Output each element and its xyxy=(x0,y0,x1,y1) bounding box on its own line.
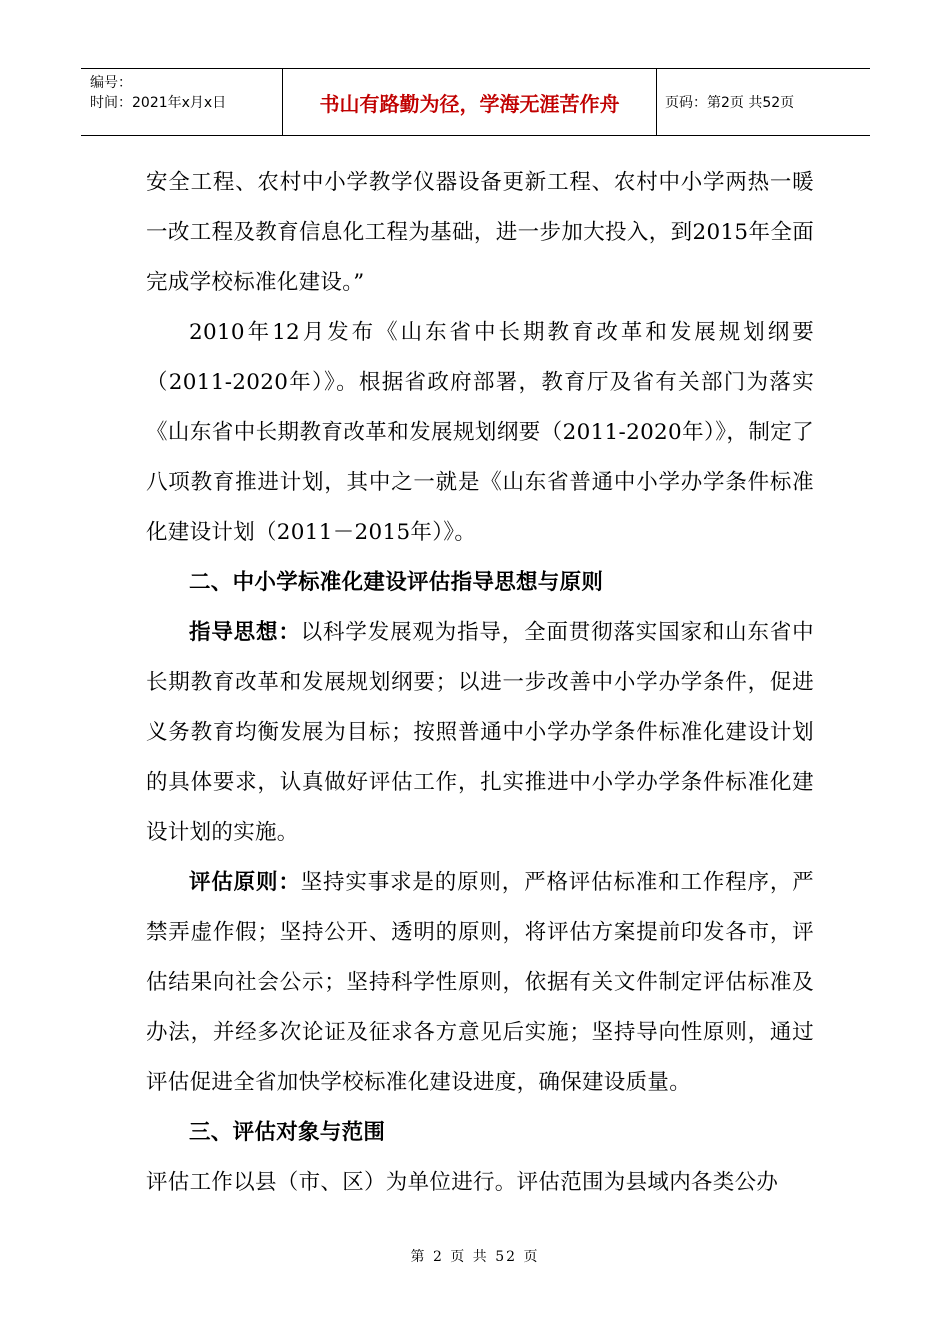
document-body xyxy=(146,158,814,1208)
paragraph-continuation: 安全工程、农村中小学教学仪器设备更新工程、农村中小学两热一暖一改工程及教育信息化工程为基础，进一步加大投入，到2015年全面完成学校标准化建设。” xyxy=(146,170,814,295)
principle-text: 坚持实事求是的原则，严格评估标准和工作程序，严禁弄虚作假；坚持公开、透明的原则，将评估方案提前印发各市，评估结果向社会公示；坚持科学性原则，依据有关文件制定评估标准及办法，并经多次论证及征求各方意见后实施；坚持导向性原则，通过评估促进全省加快学校标准化建设进度，确保建设质量。 xyxy=(146,870,814,1095)
header-motto: 书山有路勤为径，学海无涯苦作舟 xyxy=(283,69,657,135)
paragraph-evaluation-principles xyxy=(146,858,814,1108)
page-footer: 第 2 页 共 52 页 xyxy=(410,1249,540,1265)
principle-label: 评估原则： xyxy=(189,870,301,895)
paragraph-plan: 2010年12月发布《山东省中长期教育改革和发展规划纲要（2011-2020年）》。根据省政府部署，教育厅及省有关部门为落实《山东省中长期教育改革和发展规划纲要（2011-2020年）》，制定了八项教育推进计划，其中之一就是《山东省普通中小学办学条件标准化建设计划（2011－2015年）》。 xyxy=(146,320,814,545)
guide-label: 指导思想： xyxy=(189,620,301,645)
header-meta xyxy=(81,69,283,135)
paragraph-guiding-thought xyxy=(146,608,814,858)
paragraph-scope: 评估工作以县（市、区）为单位进行。评估范围为县域内各类公办 xyxy=(146,1170,779,1195)
section-heading-2: 二、中小学标准化建设评估指导思想与原则 xyxy=(189,570,604,595)
guide-text: 以科学发展观为指导，全面贯彻落实国家和山东省中长期教育改革和发展规划纲要；以进一步改善中小学办学条件，促进义务教育均衡发展为目标；按照普通中小学办学条件标准化建设计划的具体要求，认真做好评估工作，扎实推进中小学办学条件标准化建设计划的实施。 xyxy=(146,620,814,845)
time-label: 时间：2021年x月x日 xyxy=(90,95,227,111)
section-heading-3: 三、评估对象与范围 xyxy=(189,1120,386,1145)
number-label: 编号： xyxy=(90,75,132,91)
page-header xyxy=(81,68,870,136)
header-page-info: 页码：第2页 共52页 xyxy=(665,95,795,111)
